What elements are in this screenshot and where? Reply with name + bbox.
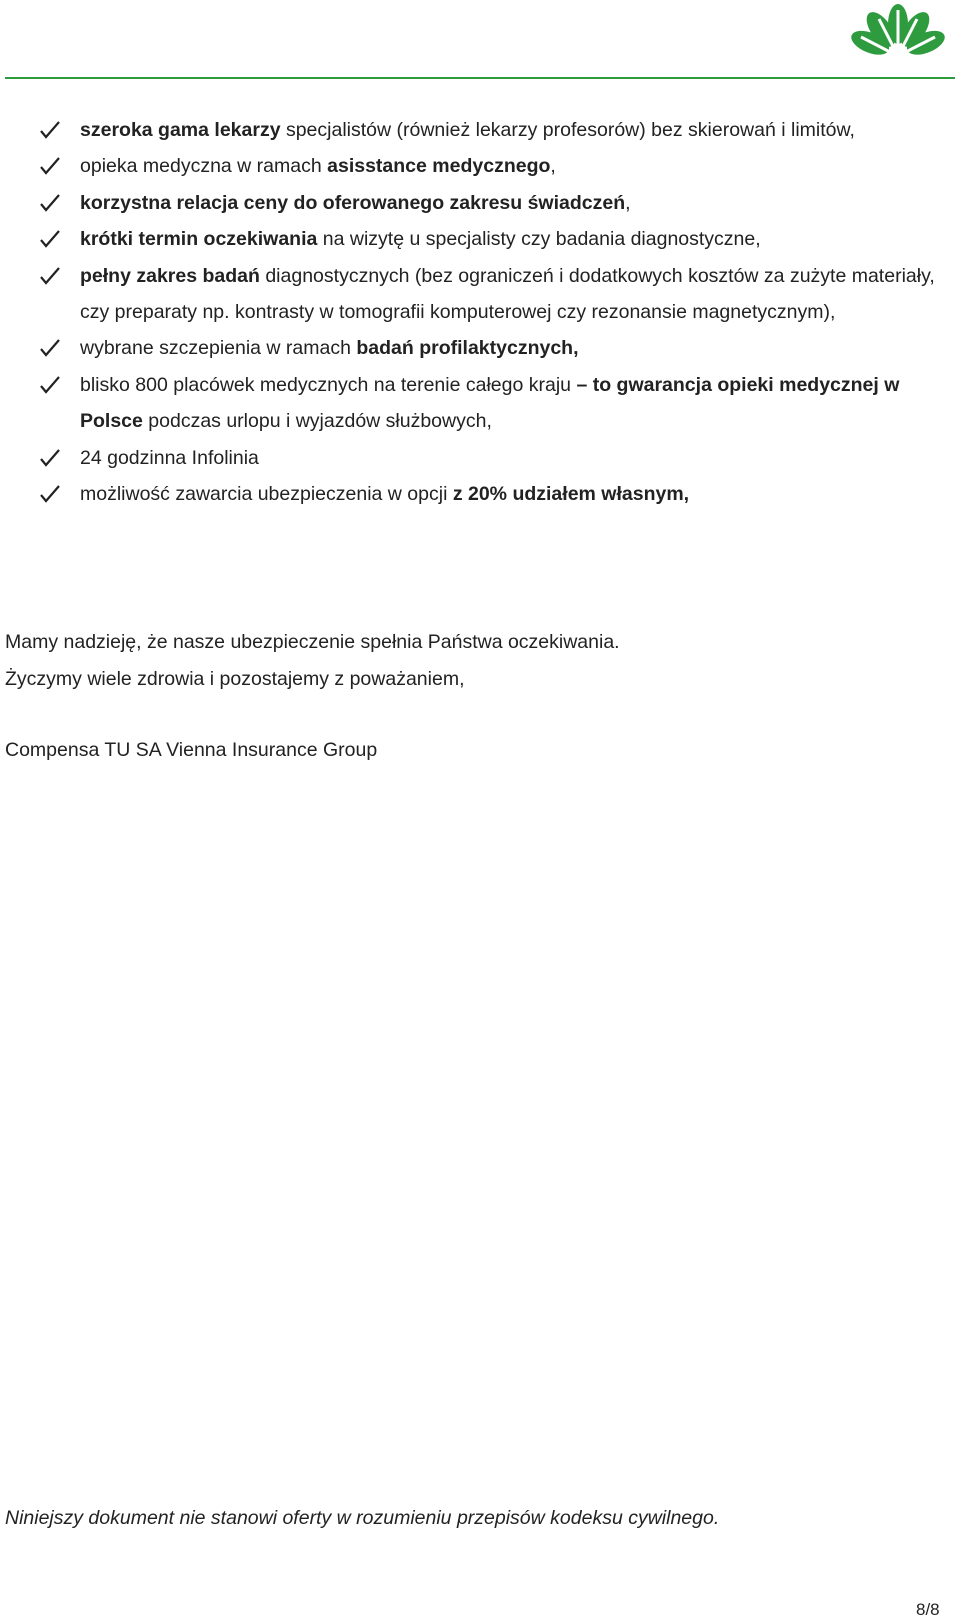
header-rule [5, 77, 955, 79]
benefit-text-bold: pełny zakres badań [80, 264, 260, 287]
benefit-text: możliwość zawarcia ubezpieczenia w opcji [80, 483, 453, 506]
checkmark-icon [40, 221, 62, 257]
benefit-text: diagnostycznych (bez ograniczeń i dodatkowych kosztów za zużyte materiały, czy preparaty np. kontrasty w tomografii komputerowej czy rezonansie magnetycznym), [80, 264, 935, 324]
closing-line-hope: Mamy nadzieję, że nasze ubezpieczenie spełnia Państwa oczekiwania. [5, 631, 620, 653]
checkmark-icon [40, 185, 62, 221]
benefit-text: blisko 800 placówek medycznych na terenie całego kraju [80, 373, 577, 396]
benefit-text: wybrane szczepienia w ramach [80, 337, 357, 360]
benefit-text: opieka medyczna w ramach [80, 155, 328, 178]
benefit-text: 24 godzinna Infolinia [80, 446, 259, 469]
benefit-item [0, 367, 960, 440]
benefit-text-bold: asisstance medycznego [327, 155, 551, 178]
benefit-item [0, 221, 960, 257]
benefit-text: , [625, 191, 631, 214]
benefit-text: na wizytę u specjalisty czy badania diagnostyczne, [317, 228, 761, 251]
checkmark-icon [40, 476, 62, 512]
benefit-item [0, 258, 960, 331]
benefit-text-bold: korzystna relacja ceny do oferowanego zakresu świadczeń [80, 191, 626, 214]
signature: Compensa TU SA Vienna Insurance Group [5, 739, 378, 761]
benefit-item [0, 148, 960, 184]
checkmark-icon [40, 330, 62, 366]
benefits-list [0, 112, 960, 512]
benefit-text: podczas urlopu i wyjazdów służbowych, [142, 410, 492, 433]
checkmark-icon [40, 258, 62, 294]
checkmark-icon [40, 440, 62, 476]
benefit-text-bold: badań profilaktycznych, [356, 337, 579, 360]
checkmark-icon [40, 112, 62, 148]
checkmark-icon [40, 148, 62, 184]
compensa-leaf-logo-icon [846, 4, 950, 56]
benefit-item [0, 112, 960, 148]
benefit-text-bold: – to gwarancja opieki medycznej w Polsce [80, 373, 900, 433]
disclaimer: Niniejszy dokument nie stanowi oferty w rozumieniu przepisów kodeksu cywilnego. [5, 1507, 720, 1529]
page-number: 8/8 [916, 1600, 940, 1619]
benefit-text-bold: krótki termin oczekiwania [80, 228, 318, 251]
benefit-text-bold: szeroka gama lekarzy [80, 119, 281, 141]
benefit-item [0, 185, 960, 221]
benefit-text: specjalistów (również lekarzy profesorów) bez skierowań i limitów, [280, 119, 855, 141]
benefit-text: , [550, 155, 556, 178]
checkmark-icon [40, 367, 62, 403]
benefit-text-bold: z 20% udziałem własnym, [452, 483, 690, 506]
benefit-item [0, 440, 960, 476]
closing-line-regards: Życzymy wiele zdrowia i pozostajemy z poważaniem, [5, 668, 465, 690]
benefit-item [0, 330, 960, 366]
benefit-item [0, 476, 960, 512]
